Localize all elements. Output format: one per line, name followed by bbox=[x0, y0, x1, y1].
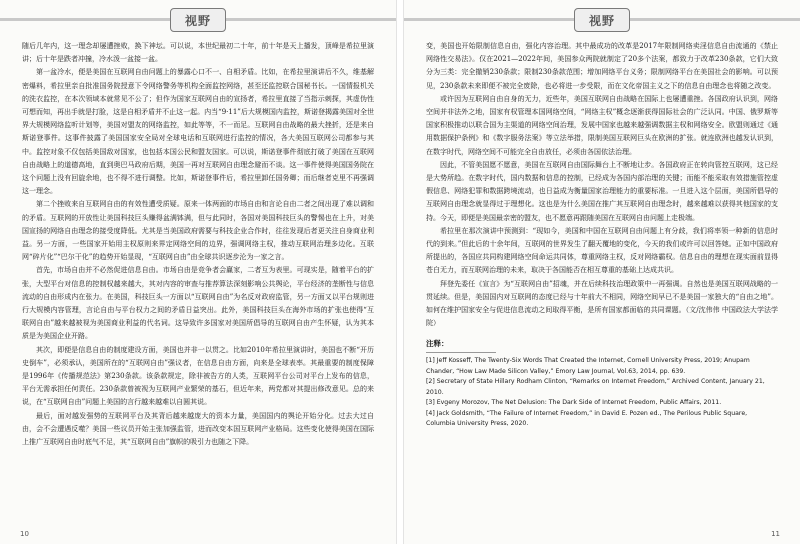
page-number: 10 bbox=[20, 530, 29, 538]
left-page bbox=[0, 0, 396, 544]
paragraph: 随后几年内，这一理念却屡遭挫败，换下神坛。可以说，本世纪最初二十年，前十年是天上播发，顶峰是希拉里演讲；后十年是跌者冲撞，冷水泼一盆接一盆。 bbox=[22, 42, 374, 64]
footnote: [4] Jack Goldsmith, “The Failure of Internet Freedom,” in David E. Pozen ed., The Perilous Public Square, Columbia University Press, 2020. bbox=[426, 409, 748, 428]
section-badge: 视野 bbox=[574, 8, 630, 32]
section-badge: 视野 bbox=[170, 8, 226, 32]
paragraph: 拜登先委任《宣言》为“互联网自由”招魂，并在后续科技治理政策中一再强调。自然也是美国互联网战略的一贯延续。但是，美国国内对互联网的态度已经与十年前大不相同，网络空间早已不是美国一家独大的“自由之地”。如何在维护国家安全与促进信息流动之间取得平衡，是所有国家都面临的共同课题。（文/沈伟伟 中国政法大学法学院） bbox=[426, 279, 778, 328]
paragraph: 最后，面对越发强势的互联网平台及其背后越来越庞大的资本力量，美国国内的舆论开始分化。过去大过自由，会不会遭遇反噬？美国一些议员开始主张加强监管，进而改变本国互联网产业格局。这些变化使得美国在国际上推广互联网自由时底气不足，其“互联网自由”旗帜的吸引力也随之下降。 bbox=[22, 411, 374, 447]
paragraph: 因此，不管美国愿不愿意，美国在互联网自由国际舞台上不断地让步。各国政府正在转向管控互联网，这已经是大势所趋。在数字时代，国内数据和信息的控制，已经成为各国内部治理的关键；而能不能采取有效措施管控虚假信息、网络犯罪和数据跨境流动，也日益成为衡量国家治理能力的重要标准。一旦进入这个层面，美国所倡导的互联网自由理念就显得过于理想化。这也是为什么美国在推广其互联网自由理念时，越来越难以获得其他国家的支持。今天，即便是美国最亲密的盟友，也不愿意再跟随美国在互联网自由问题上走极端。 bbox=[426, 160, 778, 222]
right-page bbox=[404, 0, 800, 544]
footnote: [1] Jeff Kosseff, The Twenty-Six Words That Created the Internet, Cornell University Press, 2019; Anupam Chander, “How Law Made Silicon Valley,” Emory Law Journal, Vol.63, 2014, pp. 639. bbox=[426, 357, 750, 375]
right-body-text bbox=[426, 40, 778, 330]
paragraph: 首先，市场自由并不必然促进信息自由。市场自由是竞争者会赢家，二者互为表里。可现实是，随着平台的扩张，大型平台对信息的控制权越来越大，其对内容的审查与推荐算法深刻影响公共舆论，平台经济的垄断性与信息流动的自由形成内在张力。在美国，科技巨头一方面以“互联网自由”为名反对政府监管，另一方面又以平台规则进行大规模内容管理，言论自由与平台权力之间的矛盾日益突出。此外，美国科技巨头在海外市场的扩张也使得“互联网自由”越来越被视为美国商业利益的代名词。这导致许多国家对美国所倡导的互联网自由产生怀疑，认为其本质是为美国企业开路。 bbox=[22, 266, 374, 341]
footnote: [2] Secretary of State Hillary Rodham Clinton, “Remarks on Internet Freedom,” Archived Content, January 21, 2010. bbox=[426, 378, 765, 396]
paragraph: 其次，即便是信息自由的制度建设方面，美国也并非一以贯之。比如2010年希拉里演讲时，美国也不断“开历史倒车”，必须承认，美国所在的“互联网自由”强议者，在信息自由方面，向来是全球表率。其最重要的制度保障是1996年《传播规范法》第230条款。该条款规定，除非被告方的人类，互联网平台公司对平台上发布的信息，平台无需承担任何责任。230条款曾被视为互联网产业繁荣的基石，但近年来，两党都对其提出修改意见。总的来说，在“互联网自由”问题上美国的言行越来越难以自圆其说。 bbox=[22, 345, 374, 407]
paragraph: 第一盆冷水，便是美国在互联网自由问题上的暴露心口不一、自相矛盾。比如，在希拉里演讲后不久，维基解密爆料，希拉里亲自批准国务院授意下令网络警务等机构全面监控网络，甚至还监控联合国秘书长。一国情报机关的洗衣监控，在本次领域本就常见不公了；但作为国家互联网自由的宣扬者，希拉里直接了当指示刺探，其虚伪性可想而知，再出手就是打脸，这是自相矛盾并不止这一起。内当“9·11”后大规模国内监控，斯诺登揭露美国对全世界大规模网络监听计划等，美国对盟友的网络监控，如此等等，不一而足。互联网自由战略的最大挫折，还是来自斯诺登事件。这事件披露了美国国家安全局对全球电话和互联网进行监控的情况，各大美国互联网公司都参与其中。监控对象不仅包括美国敌对国家，也包括本国公民和盟友国家。可以说，斯诺登事件彻底打破了美国在互联网自由战略上的道德高地，直到奥巴马政府后期，美国一再对互联网自由理念避而不谈。这一事件使得美国国务院在这个问题上没有回旋余地，也不得不进行调整。比如，斯诺登事件后，希拉里卸任国务卿；而后继者克里不再强调这一理念。 bbox=[22, 68, 374, 196]
notes-divider bbox=[426, 352, 496, 353]
paragraph: 希拉里在那次演讲中预测到：“现如今，美国和中国在互联网自由问题上有分歧，我们将率领一种新的信息时代的到来。”但此后的十余年间，互联网的世界发生了翻天覆地的变化，今天的我们或许可以回答她。正如中国政府所提出的，各国应共同构建网络空间命运共同体，尊重网络主权，反对网络霸权。信息自由的理想在现实面前显得苍白无力，而互联网治理的未来，取决于各国能否在相互尊重的基础上达成共识。 bbox=[426, 226, 778, 275]
paragraph: 或许因为互联网自由自身的无力，近些年，美国互联网自由战略在国际上也屡遭重挫。各国政府认识到，网络空间并非法外之地，国家有权管理本国网络空间，“网络主权”概念逐渐获得国际社会的广泛认同。中国、俄罗斯等国家积极推动以联合国为主渠道的网络空间治理，发展中国家也越来越强调数据主权和网络安全。欧盟则通过《通用数据保护条例》和《数字服务法案》等立法举措，限制美国互联网巨头在欧洲的扩张。就连欧洲也越发认识到，在数字时代，网络空间不可能完全自由放任，必须由各国依法治理。 bbox=[426, 94, 778, 156]
notes-title: 注释： bbox=[426, 339, 449, 349]
paragraph: 变，美国也开始限制信息自由，强化内容治理。其中最成功的改革是2017年限制网络卖淫信息自由流通的《禁止网络性交易法》。仅在2021—2022年间，美国参众两院就制定了20多个法案，都致力于改革230条款，它们大致分为三类：完全撤销230条款；限制230条款范围；增加网络平台义务；限制网络平台在美国社会的影响。可以预见，230条款未来即便不被完全废除，也必将进一步受限，而在文化帝国主义之下的信息自由理念也将随之改变。 bbox=[426, 42, 778, 90]
left-body-text bbox=[22, 40, 374, 449]
footnote: [3] Evgeny Morozov, The Net Delusion: The Dark Side of Internet Freedom, Public Affairs, 2011. bbox=[426, 399, 722, 407]
paragraph: 第二个挫败来自互联网自由的有效性遭受质疑。原来一体两面的市场自由和言论自由二者之间出现了难以调和的矛盾。互联网的开放性让美国科技巨头赚得盆满钵满，但与此同时，各国对美国科技巨头的警惕也在上升，对美国宣扬的网络自由理念的接受度降低。尤其是当美国政府需要与科技企业合作时，往往发现后者更关注自身商业利益。另一方面，一些国家开始用主权原则来界定网络空间的边界，强调网络主权，推动互联网治理多边化。互联网“碎片化”“巴尔干化”的趋势开始显现，“互联网自由”由全球共识逐步沦为一家之言。 bbox=[22, 200, 374, 262]
page-number: 11 bbox=[771, 530, 780, 538]
